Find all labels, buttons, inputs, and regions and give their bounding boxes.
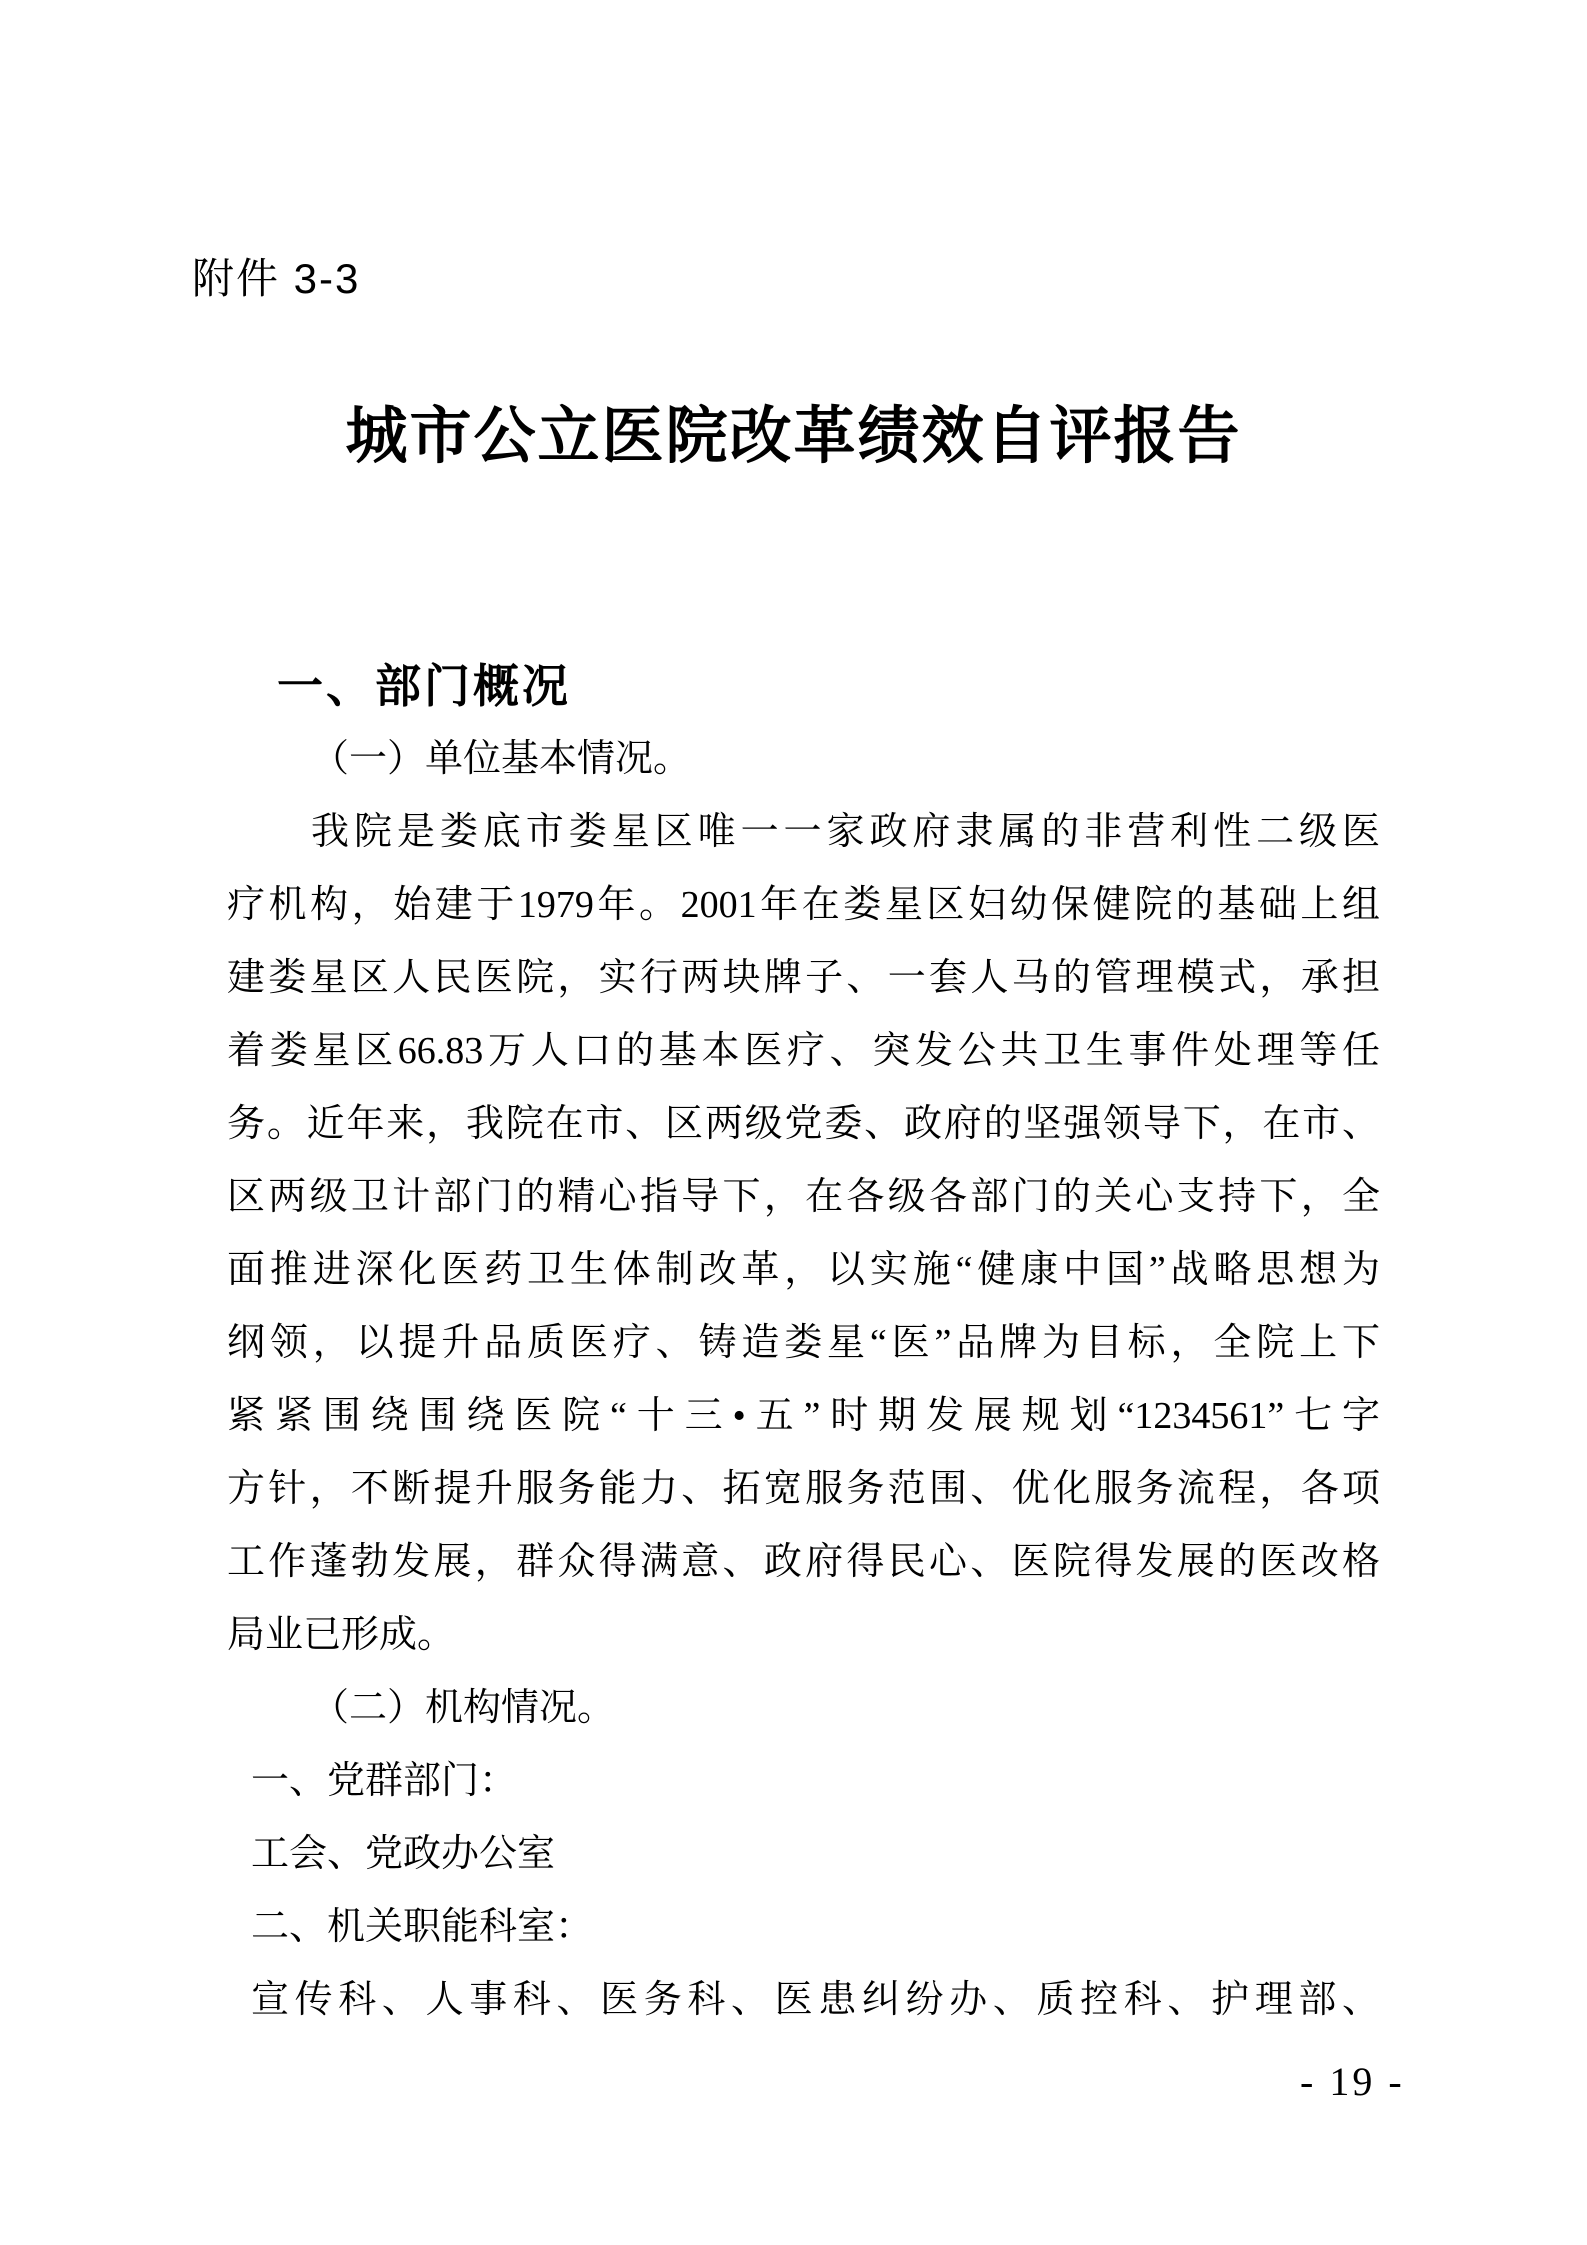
org-line: 二、机关职能科室：	[251, 1906, 594, 1948]
org-line: 宣传科、人事科、医务科、医患纠纷办、质控科、护理部、	[251, 1979, 1380, 2021]
paragraph-line: 局业已形成。	[227, 1614, 456, 1656]
paragraph-line: 工作蓬勃发展，群众得满意、政府得民心、医院得发展的医改格	[227, 1541, 1380, 1583]
paragraph-line: 疗机构，始建于1979年。2001年在娄星区妇幼保健院的基础上组	[227, 884, 1380, 926]
paragraph-line: 方针，不断提升服务能力、拓宽服务范围、优化服务流程，各项	[227, 1468, 1380, 1510]
attachment-label: 附件 3-3	[192, 255, 361, 302]
org-line: 一、党群部门：	[251, 1760, 518, 1802]
page-number: - 19 -	[1300, 2059, 1405, 2104]
paragraph-line: 面推进深化医药卫生体制改革，以实施“健康中国”战略思想为	[227, 1249, 1380, 1291]
paragraph-line: 紧紧围绕围绕医院“十三•五”时期发展规划“1234561”七字	[227, 1395, 1380, 1437]
org-line: 工会、党政办公室	[251, 1833, 556, 1875]
section-heading: 一、部门概况	[277, 660, 571, 712]
sub-heading-1: （一）单位基本情况。	[311, 738, 692, 780]
document-title: 城市公立医院改革绩效自评报告	[345, 403, 1242, 471]
paragraph-line: 我院是娄底市娄星区唯一一家政府隶属的非营利性二级医	[311, 811, 1380, 853]
paragraph-line: 着娄星区66.83万人口的基本医疗、突发公共卫生事件处理等任	[227, 1030, 1380, 1072]
paragraph-line: 区两级卫计部门的精心指导下，在各级各部门的关心支持下，全	[227, 1176, 1380, 1218]
paragraph-line: 纲领，以提升品质医疗、铸造娄星“医”品牌为目标，全院上下	[227, 1322, 1380, 1364]
paragraph-line: 务。近年来，我院在市、区两级党委、政府的坚强领导下，在市、	[227, 1103, 1380, 1145]
paragraph-line: 建娄星区人民医院，实行两块牌子、一套人马的管理模式，承担	[227, 957, 1380, 999]
sub-heading-2: （二）机构情况。	[311, 1687, 616, 1729]
document-body	[227, 650, 1380, 2037]
